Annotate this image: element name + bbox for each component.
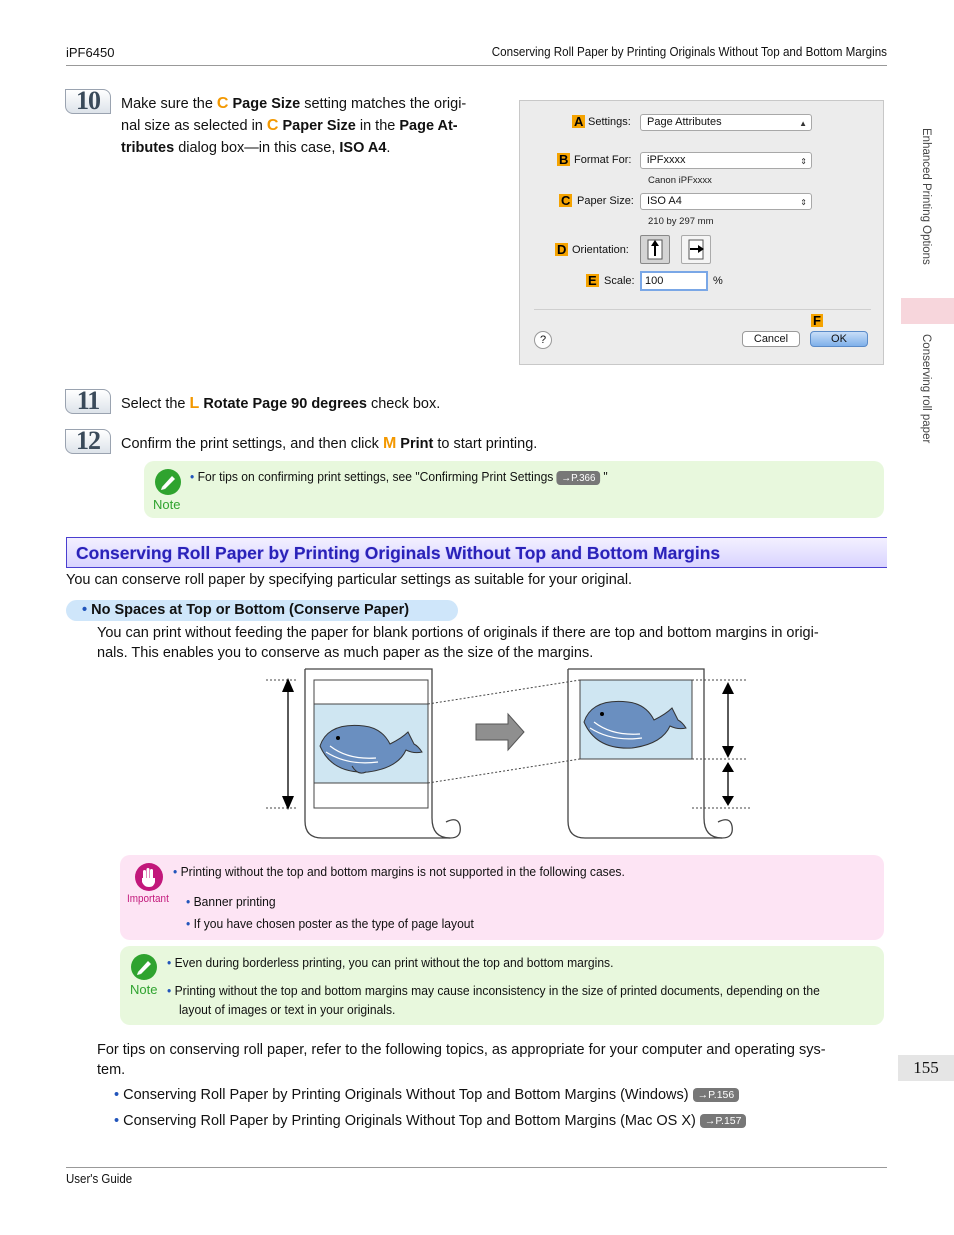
bullet-icon: • <box>114 1087 120 1103</box>
note-label: Note <box>130 982 158 997</box>
orientation-portrait-button[interactable] <box>640 235 670 264</box>
conserved-page-illustration <box>568 669 732 838</box>
important-box <box>120 855 884 940</box>
paper-size-popup[interactable]: ISO A4 ⇕ <box>640 193 812 210</box>
original-page-illustration <box>305 669 460 838</box>
header-divider <box>66 65 887 66</box>
settings-popup[interactable]: Page Attributes ▲ <box>640 114 812 131</box>
bullet-icon: • <box>173 864 178 879</box>
page-attributes-dialog <box>519 100 884 365</box>
bullet-icon: • <box>82 602 88 618</box>
orientation-landscape-button[interactable] <box>681 235 711 264</box>
callout-l: L <box>189 395 200 412</box>
callout-a: A <box>574 114 584 129</box>
callout-f: F <box>813 313 821 328</box>
step-11-text: Select the L Rotate Page 90 degrees check box. <box>121 395 441 412</box>
paper-size-label: Paper Size: <box>577 195 634 207</box>
footer-guide-name: User's Guide <box>66 1172 133 1186</box>
footer-divider <box>66 1167 887 1168</box>
side-tab-marker <box>901 298 954 324</box>
bullet-icon: • <box>114 1113 120 1129</box>
side-label-enhanced: Enhanced Printing Options <box>920 128 932 265</box>
bullet-icon: • <box>167 983 172 998</box>
note-box <box>120 946 884 1025</box>
callout-c: C <box>266 117 279 134</box>
settings-label: Settings: <box>588 116 631 128</box>
important-list-item: • If you have chosen poster as the type of page layout <box>186 916 474 931</box>
important-label: Important <box>127 893 169 905</box>
pencil-note-icon <box>130 953 158 981</box>
bullet-icon: • <box>190 469 195 484</box>
callout-d: D <box>557 242 567 257</box>
scale-unit: % <box>713 275 723 287</box>
step-number: 11 <box>65 389 111 414</box>
step-12-text: Confirm the print settings, and then click M Print to start printing. <box>121 435 538 452</box>
popup-arrows-icon: ▲ <box>799 119 807 128</box>
important-list-item: • Banner printing <box>186 894 276 909</box>
hand-stop-icon <box>134 862 164 892</box>
important-text: • Printing without the top and bottom margins is not supported in the following cases. <box>173 864 625 879</box>
topic-link-macos[interactable]: • Conserving Roll Paper by Printing Originals Without Top and Bottom Margins (Mac OS X) →P.157 <box>114 1113 746 1129</box>
note-item: • Printing without the top and bottom margins may cause inconsistency in the size of printed documents, depending on the <box>167 983 820 998</box>
callout-e: E <box>588 273 597 288</box>
page-ref-link[interactable]: →P.156 <box>693 1088 740 1102</box>
note-text: • For tips on confirming print settings, see "Confirming Print Settings →P.366 " <box>190 469 608 484</box>
step-number: 10 <box>65 89 111 114</box>
transition-arrow-icon <box>476 714 524 750</box>
step-10-text: Make sure the C Page Size setting matches the origi- nal size as selected in C Paper Size in the Page At- tributes dialog box—in this case, ISO A4. <box>121 95 467 156</box>
bullet-icon: • <box>186 916 191 931</box>
portrait-person-icon <box>641 236 669 263</box>
note-label: Note <box>153 497 181 512</box>
step-number: 12 <box>65 429 111 454</box>
section-intro: You can conserve roll paper by specifying particular settings as suitable for your original. <box>66 572 633 588</box>
note-item: • Even during borderless printing, you can print without the top and bottom margins. <box>167 955 614 970</box>
side-label-conserving: Conserving roll paper <box>920 334 932 444</box>
subsection-paragraph: You can print without feeding the paper for blank portions of originals if there are top and bottom margins in origi- nals. This enables you to conserve as much paper as the size of the margins. <box>97 625 819 661</box>
cancel-button[interactable]: Cancel <box>742 331 800 347</box>
scale-input[interactable]: 100 <box>640 271 708 291</box>
callout-c: C <box>561 193 571 208</box>
section-title: Conserving Roll Paper by Printing Originals Without Top and Bottom Margins <box>76 543 721 563</box>
subheading: • No Spaces at Top or Bottom (Conserve Paper) <box>82 602 410 618</box>
note-item-continued: layout of images or text in your originals. <box>179 1002 396 1017</box>
page-ref-link[interactable]: →P.157 <box>700 1114 747 1128</box>
paper-size-subtext: 210 by 297 mm <box>648 216 714 227</box>
dialog-divider <box>534 309 871 310</box>
callout-b: B <box>559 152 569 167</box>
header-chapter-title: Conserving Roll Paper by Printing Originals Without Top and Bottom Margins <box>491 45 887 59</box>
callout-c: C <box>216 95 229 112</box>
format-label: Format For: <box>574 154 632 166</box>
ok-button[interactable]: OK <box>810 331 868 347</box>
page-number: 155 <box>898 1055 954 1081</box>
note-box <box>144 461 884 518</box>
format-subtext: Canon iPFxxxx <box>648 175 712 186</box>
conserve-paper-illustration <box>262 666 756 846</box>
format-popup[interactable]: iPFxxxx ⇕ <box>640 152 812 169</box>
bullet-icon: • <box>186 894 191 909</box>
help-button[interactable]: ? <box>534 331 552 349</box>
scale-label: Scale: <box>604 275 635 287</box>
page-ref-link[interactable]: →P.366 <box>557 471 600 485</box>
pencil-note-icon <box>154 468 182 496</box>
orientation-label: Orientation: <box>572 244 629 256</box>
topic-link-windows[interactable]: • Conserving Roll Paper by Printing Originals Without Top and Bottom Margins (Windows) →P.156 <box>114 1087 739 1103</box>
landscape-person-icon <box>682 236 710 263</box>
tips-paragraph: For tips on conserving roll paper, refer to the following topics, as appropriate for your computer and operating sys- tem. <box>97 1042 826 1078</box>
header-model: iPF6450 <box>66 45 115 60</box>
bullet-icon: • <box>167 955 172 970</box>
callout-m: M <box>382 435 397 452</box>
